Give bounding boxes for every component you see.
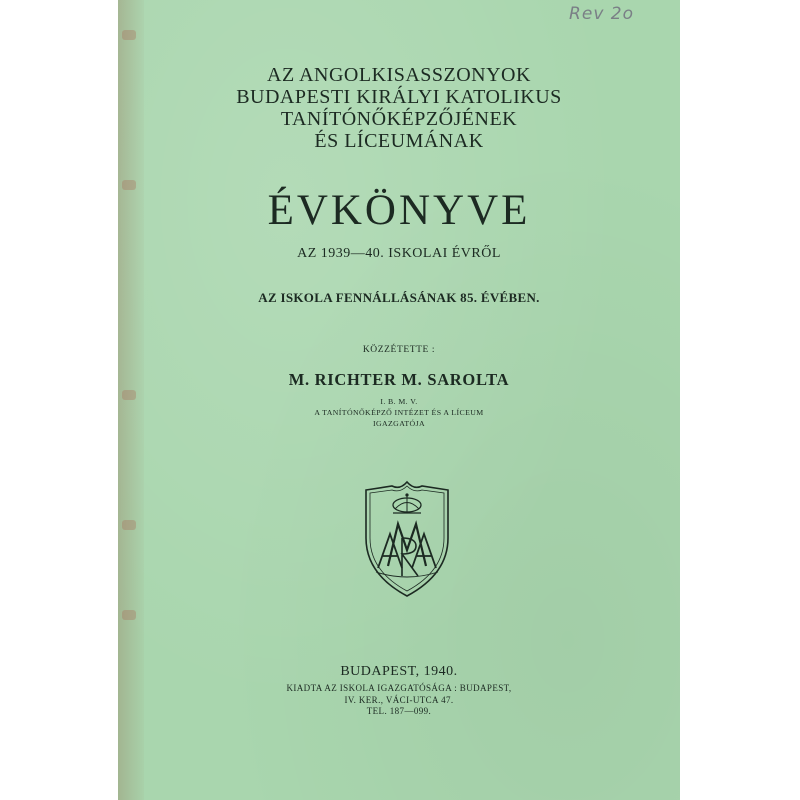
imprint-line-2: IV. KER., VÁCI-UTCA 47. [344,694,454,705]
header-line-4: ÉS LÍCEUMÁNAK [314,130,484,152]
editor-name: M. RICHTER M. SAROLTA [288,370,510,389]
institution-header [118,64,680,152]
publisher-label: KÖZZÉTETTE : [362,345,436,355]
editor-order: I. B. M. V. [380,397,418,406]
imprint-line-3: TEL. 187—099. [366,706,432,716]
imprint-place-year: BUDAPEST, 1940. [340,664,458,679]
imprint-line-1: KIADTA AZ ISKOLA IGAZGATÓSÁGA : BUDAPEST, [286,683,512,693]
book-title: ÉVKÖNYVE [267,187,531,234]
header-line-1: AZ ANGOLKISASSZONYOK [267,64,531,86]
imprint-details [118,683,680,718]
book-cover [118,0,680,800]
editor-role-line-2: IGAZGATÓJA [372,419,426,428]
editor-credentials [118,396,680,429]
editor-role-line-1: A TANÍTÓNŐKÉPZŐ INTÉZET ÉS A LÍCEUM [314,408,484,417]
header-line-2: BUDAPESTI KIRÁLYI KATOLIKUS [236,86,562,108]
handwritten-note: Rev 2o [569,4,634,24]
anniversary-line: AZ ISKOLA FENNÁLLÁSÁNAK 85. ÉVÉBEN. [258,290,540,305]
crowned-shield-monogram-icon [362,478,452,600]
school-year-subtitle: AZ 1939—40. ISKOLAI ÉVRŐL [297,246,501,261]
header-line-3: TANÍTÓNŐKÉPZŐJÉNEK [280,108,518,130]
